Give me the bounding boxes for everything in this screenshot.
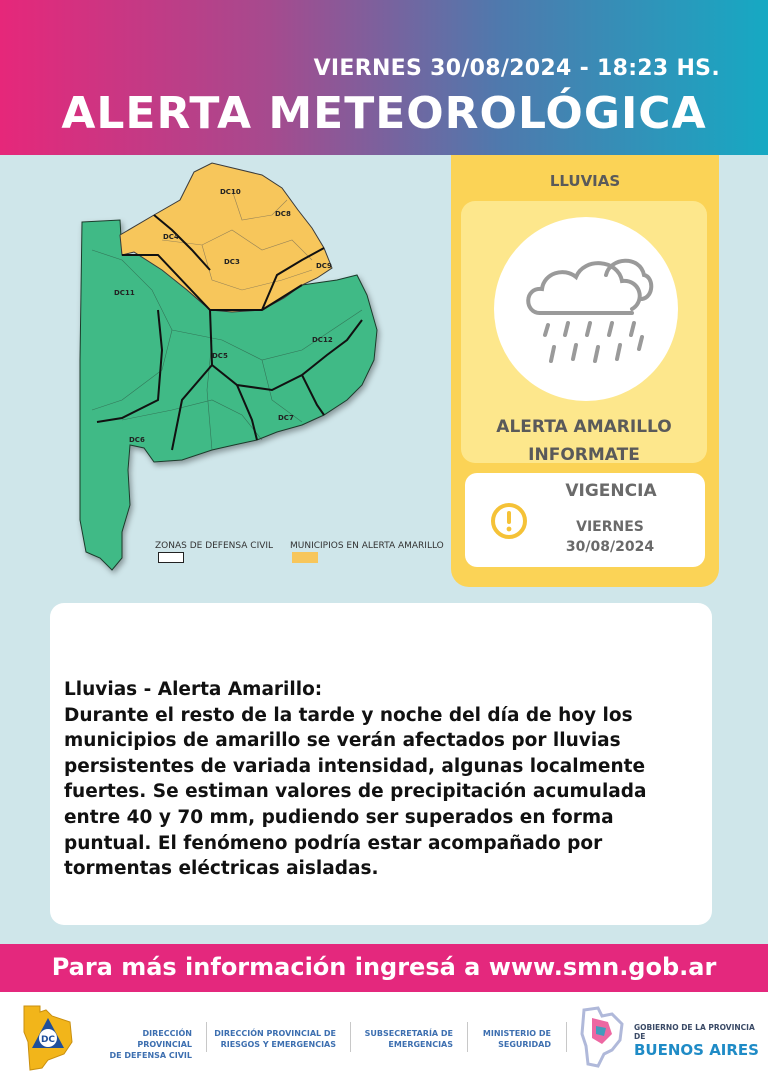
gov-line2: BUENOS AIRES xyxy=(634,1041,759,1059)
footer-divider xyxy=(350,1022,351,1052)
validity-date-value: 30/08/2024 xyxy=(565,539,655,555)
legend-zones-swatch-row xyxy=(158,552,184,563)
legend-zones xyxy=(155,541,273,551)
footer-org-1 xyxy=(88,1028,192,1061)
footer-org-2-line2: RIESGOS Y EMERGENCIAS xyxy=(220,1040,336,1049)
warning-icon xyxy=(489,501,529,545)
province-map xyxy=(62,160,450,580)
icon-card xyxy=(461,201,707,463)
map-svg xyxy=(62,160,450,580)
footer-org-1-line2: DE DEFENSA CIVIL xyxy=(109,1051,192,1060)
legend-alert xyxy=(290,541,444,551)
legend-zones-swatch xyxy=(158,552,184,563)
zone-label: DC7 xyxy=(278,414,294,422)
alert-level-line2: INFORMATE xyxy=(528,445,640,465)
legend-alert-swatch xyxy=(292,552,318,563)
description-heading: Lluvias - Alerta Amarillo: xyxy=(64,679,323,700)
gov-line1: GOBIERNO DE LA PROVINCIA DE xyxy=(634,1023,755,1041)
alert-panel xyxy=(451,155,719,587)
gov-logo-text xyxy=(634,1023,764,1059)
zone-label: DC9 xyxy=(316,262,332,270)
zone-label: DC6 xyxy=(129,436,145,444)
validity-day: VIERNES xyxy=(576,519,644,535)
description-card xyxy=(50,603,712,925)
alert-level-label xyxy=(461,413,707,469)
footer-org-4-line2: SEGURIDAD xyxy=(498,1040,551,1049)
footer xyxy=(0,992,768,1086)
footer-org-3-line1: SUBSECRETARÍA DE xyxy=(364,1029,453,1038)
page-title: ALERTA METEOROLÓGICA xyxy=(61,88,707,139)
header-banner xyxy=(0,0,768,155)
legend-alert-label: MUNICIPIOS EN ALERTA AMARILLO xyxy=(290,541,444,551)
footer-divider xyxy=(467,1022,468,1052)
logo-dc-text: DC xyxy=(40,1035,56,1045)
description-body: Durante el resto de la tarde y noche del día de hoy los municipios de amarillo se verán afectados por lluvias persistentes de variada intensidad, algunas localmente fuertes. Se estiman valores de precipitación acumulada entre 40 y 70 mm, pudiendo ser superados en forma puntual. El fenómeno podría estar acompañado por tormentas eléctricas aisladas. xyxy=(64,704,647,880)
legend-zones-label: ZONAS DE DEFENSA CIVIL xyxy=(155,541,274,551)
zone-label: DC11 xyxy=(114,289,135,297)
zone-label: DC12 xyxy=(312,336,333,344)
validity-date xyxy=(535,517,685,557)
footer-org-4-line1: MINISTERIO DE xyxy=(482,1029,551,1038)
alert-level-line1: ALERTA AMARILLO xyxy=(496,417,672,437)
validity-title: VIGENCIA xyxy=(565,481,657,501)
zone-label: DC8 xyxy=(275,210,291,218)
zone-label: DC3 xyxy=(224,258,240,266)
validity-card xyxy=(465,473,705,567)
hazard-title: LLUVIAS xyxy=(549,172,621,190)
zone-label: DC4 xyxy=(163,233,179,241)
footer-org-4 xyxy=(474,1028,551,1050)
footer-divider xyxy=(566,1022,567,1052)
more-info-band xyxy=(0,944,768,992)
footer-divider xyxy=(206,1022,207,1052)
buenos-aires-logo-icon xyxy=(578,1004,628,1074)
footer-org-1-line1: DIRECCIÓN PROVINCIAL xyxy=(137,1029,192,1049)
rain-cloud-icon xyxy=(494,217,678,401)
footer-org-3 xyxy=(360,1028,453,1050)
footer-org-2 xyxy=(212,1028,336,1050)
legend-alert-swatch-row xyxy=(292,552,318,563)
defensa-civil-logo xyxy=(18,1002,78,1076)
footer-org-2-line1: DIRECCIÓN PROVINCIAL DE xyxy=(214,1029,336,1038)
alert-datetime: VIERNES 30/08/2024 - 18:23 HS. xyxy=(313,56,720,81)
more-info-text: Para más información ingresá a www.smn.gob.ar xyxy=(51,953,717,981)
zone-label: DC10 xyxy=(220,188,241,196)
zone-label: DC5 xyxy=(212,352,228,360)
footer-org-3-line2: EMERGENCIAS xyxy=(388,1040,453,1049)
description-text xyxy=(64,677,704,882)
